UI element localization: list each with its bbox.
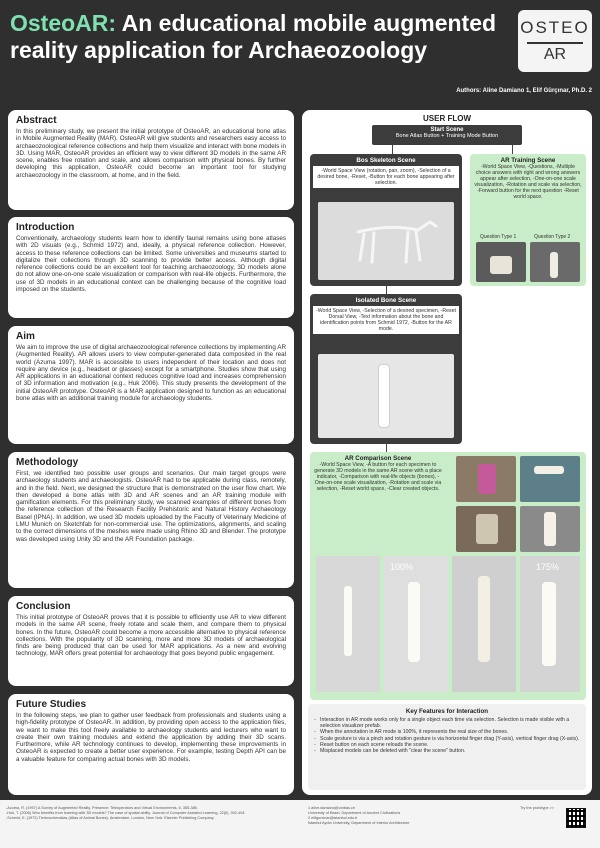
aim-heading: Aim [16,331,35,342]
question-type-2-screenshot [530,242,580,282]
isolated-bone-text: -World Space View, -Selection of a desired specimen, -Reset Dorsal View, -Text information about the bone and identification points from Schmid 1972, -Button for the AR mode. [313,306,459,334]
bos-skeleton-title: Bos Skeleton Scene [356,157,416,164]
isolated-bone-screenshot [318,354,454,438]
key-features-box [308,704,586,790]
future-studies-card [8,694,294,795]
osteoar-logo [518,10,592,72]
reference-item: -Huk, T. (2006) Who benefits from learning with 3D models? The case of spatial ability. Journal of Computer Assisted Learning, 22(6), 392-404. [6,811,246,815]
comparison-photo-4 [520,506,580,552]
comparison-ar-shot-4 [520,556,580,692]
ar-training-scene [470,154,586,286]
isolated-bone-scene [310,294,462,444]
start-scene-heading: Start Scene [430,127,464,133]
methodology-text: First, we identified two possible user groups and scenarios. Our main target groups were archaeology students and archaeologists. OsteoAR had to be applicable during class, remotely, and in the field. Next, we designed the structure that is demonstrated on the user flow chart. We then developed a bone atlas with 3D and AR scenes and an AR training module with gamification elements. For this preliminary study, we scanned examples of different bones from the reference collection of the Research Facility Prehistoric and Natural History Archaeology Basel (IPNA). In addition, we used 3D models uploaded by the Faculty of Veterinary Medicine of LMU Munich on Sketchfab for non-commercial use. The optimizations, alignments, and scaling to the correct dimensions of the meshes were made using Rhino 3D and Blender. The prototype was developed using Unity 3D and the AR Foundation package. [16,470,286,543]
reference-item: -Schmid, E. (1972) Tierknochenatlas (Atlas of Animal Bones). Amsterdam, London, New York: Elsevier Publishing Company. [6,816,215,820]
logo-divider [527,42,583,44]
key-features-title: Key Features for Interaction [405,708,489,715]
flow-arrow [386,286,387,294]
title-accent: OsteoAR: [10,10,117,36]
start-scene-box [372,125,522,145]
contact-email-1: 1 aline.damiano@unibas.ch [308,806,355,810]
question-type-1-screenshot [476,242,526,282]
isolated-bone-title: Isolated Bone Scene [355,297,417,304]
comparison-photo-2 [520,456,580,502]
key-feature-item: - Reset button on each scene reloads the scene. [314,742,580,748]
methodology-card [8,452,294,588]
ar-comparison-text: -World Space View, -A button for each specimen to generate 3D models in the same AR scene with a place indicator, -Comparison with real-life objects (bones), -One-on-one scale visualization, -Rotation and scale via selection, -Reset world space, -Clear created objects. [314,462,442,492]
try-prototype-text: Try the prototype >> [520,806,555,810]
future-text: In the following steps, we plan to gather user feedback from professionals and students using a high-fidelity prototype of OsteoAR. In addition, by providing open access to the application files, we want to make this tool freely available to archaeology students and lecturers who want to create their own training modules and extend the application by adding their 3D scans. Furthermore, while AR technology continues to develop, implementing these improvements in OsteoAR is expected to create a better user experience. For example, testing Depth API can be a valuable feature for comparing actual bones with 3D models. [16,712,286,763]
poster-footer [0,800,600,848]
skeleton-screenshot [318,202,454,280]
reference-item: -Azuma, R. (1997) A Survey of Augmented Reality. Presence: Teleoperators and Virtual Environments, 6, 355-385. [6,806,198,810]
key-feature-item: - Scale gesture is via a pinch and rotation gesture is via horizontal finger drag (Y-axis), vertical finger drag (X-axis). [314,736,580,742]
contact-affiliation-2: Istanbul Aydın University, Department of Interior Architecture [308,821,410,825]
contact-affiliation-1: University of Basel, Department of Ancient Civilizations [308,811,401,815]
comparison-photo-1 [456,456,516,502]
comparison-photo-3 [456,506,516,552]
conclusion-card [8,596,294,686]
user-flow-panel [302,110,592,795]
abstract-heading: Abstract [16,115,57,126]
ar-comparison-scene [310,452,586,700]
conclusion-heading: Conclusion [16,601,71,612]
future-heading: Future Studies [16,699,87,710]
start-scene-sub: Bone Atlas Button + Training Mode Button [395,133,499,139]
comparison-ar-shot-1 [316,556,380,692]
bos-skeleton-text: -World Space View (rotation, pan, zoom), -Selection of a desired bone, -Reset, -Button for each bone appearing after selection. [313,166,459,188]
qr-code[interactable] [566,808,586,828]
poster-title [10,10,510,64]
aim-card [8,326,294,444]
title-rest: An educational mobile augmented reality application for Archaeozoology [10,10,497,63]
ar-training-title: AR Training Scene [500,157,556,164]
references [6,806,296,821]
scale-100-label: 100% [390,562,414,572]
question-type-1-label: Question Type 1 [480,234,517,240]
key-feature-item: - Interaction in AR mode works only for a single object each time via selection. Selection is made visible with a selection visualizer prefab. [314,717,580,729]
authors-line: Authors: Aline Damiano 1, Elif Gürçınar, Ph.D. 2 [456,88,592,94]
conclusion-text: This initial prototype of OsteoAR proves that it is possible to efficiently use AR to view different models in the same AR scene, freely rotate and scale them, and compare them to physical bones. In the future, OsteoAR could become a more accessible alternative to physical reference collections. With the popularity of 3D scanning, more and more 3D models of archaeological finds are being produced that can be used for MAR applications. As a new and evolving technology, MAR offers great potential for archaeology that goes beyond public engagement. [16,614,286,658]
logo-top-text: OSTEO [520,18,590,37]
contact-info [308,806,458,826]
key-feature-item: - Misplaced models can be deleted with "clear the scene" button. [314,748,580,754]
flow-arrow [386,444,387,452]
aim-text: We aim to improve the use of digital archaeozoological reference collections by implementing AR (Augmented Reality). AR allows users to view computer-generated data composited in the real world (Azuma 1997). MAR is accessible to users independent of their location and does not require any device (e.g., headset or glasses) except for a smartphone. Studies show that using AR applications in an educational context reduces cognitive load and increases comprehension of 3D information and motivation (e.g., Huk 2006). This study presents the development of the initial OsteoAR prototype. OsteoAR is a MAR application designed to function as an educational bone atlas with an additional training module for archaeology students. [16,344,286,403]
key-features-list [314,717,580,754]
introduction-text: Conventionally, archaeology students learn how to identify faunal remains using bone atlases with 2D visuals (e.g., Schmid 1972) and, ideally, a physical reference collection. However, access to these reference collections can be limited. Some universities and museums started to digitalize their collections through 3D scanning to provide better access. Although digital reference collections could be an excellent tool for teaching archaeozoology, 3D models alone do not allow one-on-one scale visualization or comparison with real-life objects. Furthermore, the use of 3D models in an educational context can be challenging because of the cognitive load imposed on the students. [16,235,286,294]
abstract-card [8,110,294,210]
logo-bottom-text: AR [543,46,567,63]
user-flow-title: USER FLOW [423,114,471,123]
introduction-card [8,217,294,318]
abstract-text: In this preliminary study, we present the initial prototype of OsteoAR, an educational bone atlas in Mobile Augmented Reality (MAR). OsteoAR will give students and researchers easy access to archaeozoological reference collections and help them visualize and interact with bone models in 3D. Using MAR, OsteoAR provides an efficient way to view different 3D models in the same AR scene, enables free rotation and scale, and allows comparison with physical bones. By further developing this application, OsteoAR could become an important tool for studying archaeozoology in the classroom, at home, and in the field. [16,128,286,179]
introduction-heading: Introduction [16,222,75,233]
key-feature-item: - When the annotation in AR mode is 100%, it represents the real size of the bones. [314,729,580,735]
question-type-2-label: Question Type 2 [534,234,571,240]
contact-email-2: 2 elifgurcinar@istanbul.edu.tr [308,816,358,820]
ar-comparison-title: AR Comparison Scene [344,455,412,462]
ar-training-text: -World Space View, -Questions, -Multiple choice answers with right and wrong answers appear after selection, -One-on-one scale visualization, -Rotation and scale via selection, -Forward button for the next question -Reset world space. [474,164,582,200]
scale-175-label: 175% [536,562,560,572]
methodology-heading: Methodology [16,457,79,468]
bos-skeleton-scene [310,154,462,286]
poster-header [0,0,600,103]
comparison-ar-shot-3 [452,556,516,692]
comparison-ar-shot-2 [384,556,448,692]
skeleton-illustration [318,202,454,280]
